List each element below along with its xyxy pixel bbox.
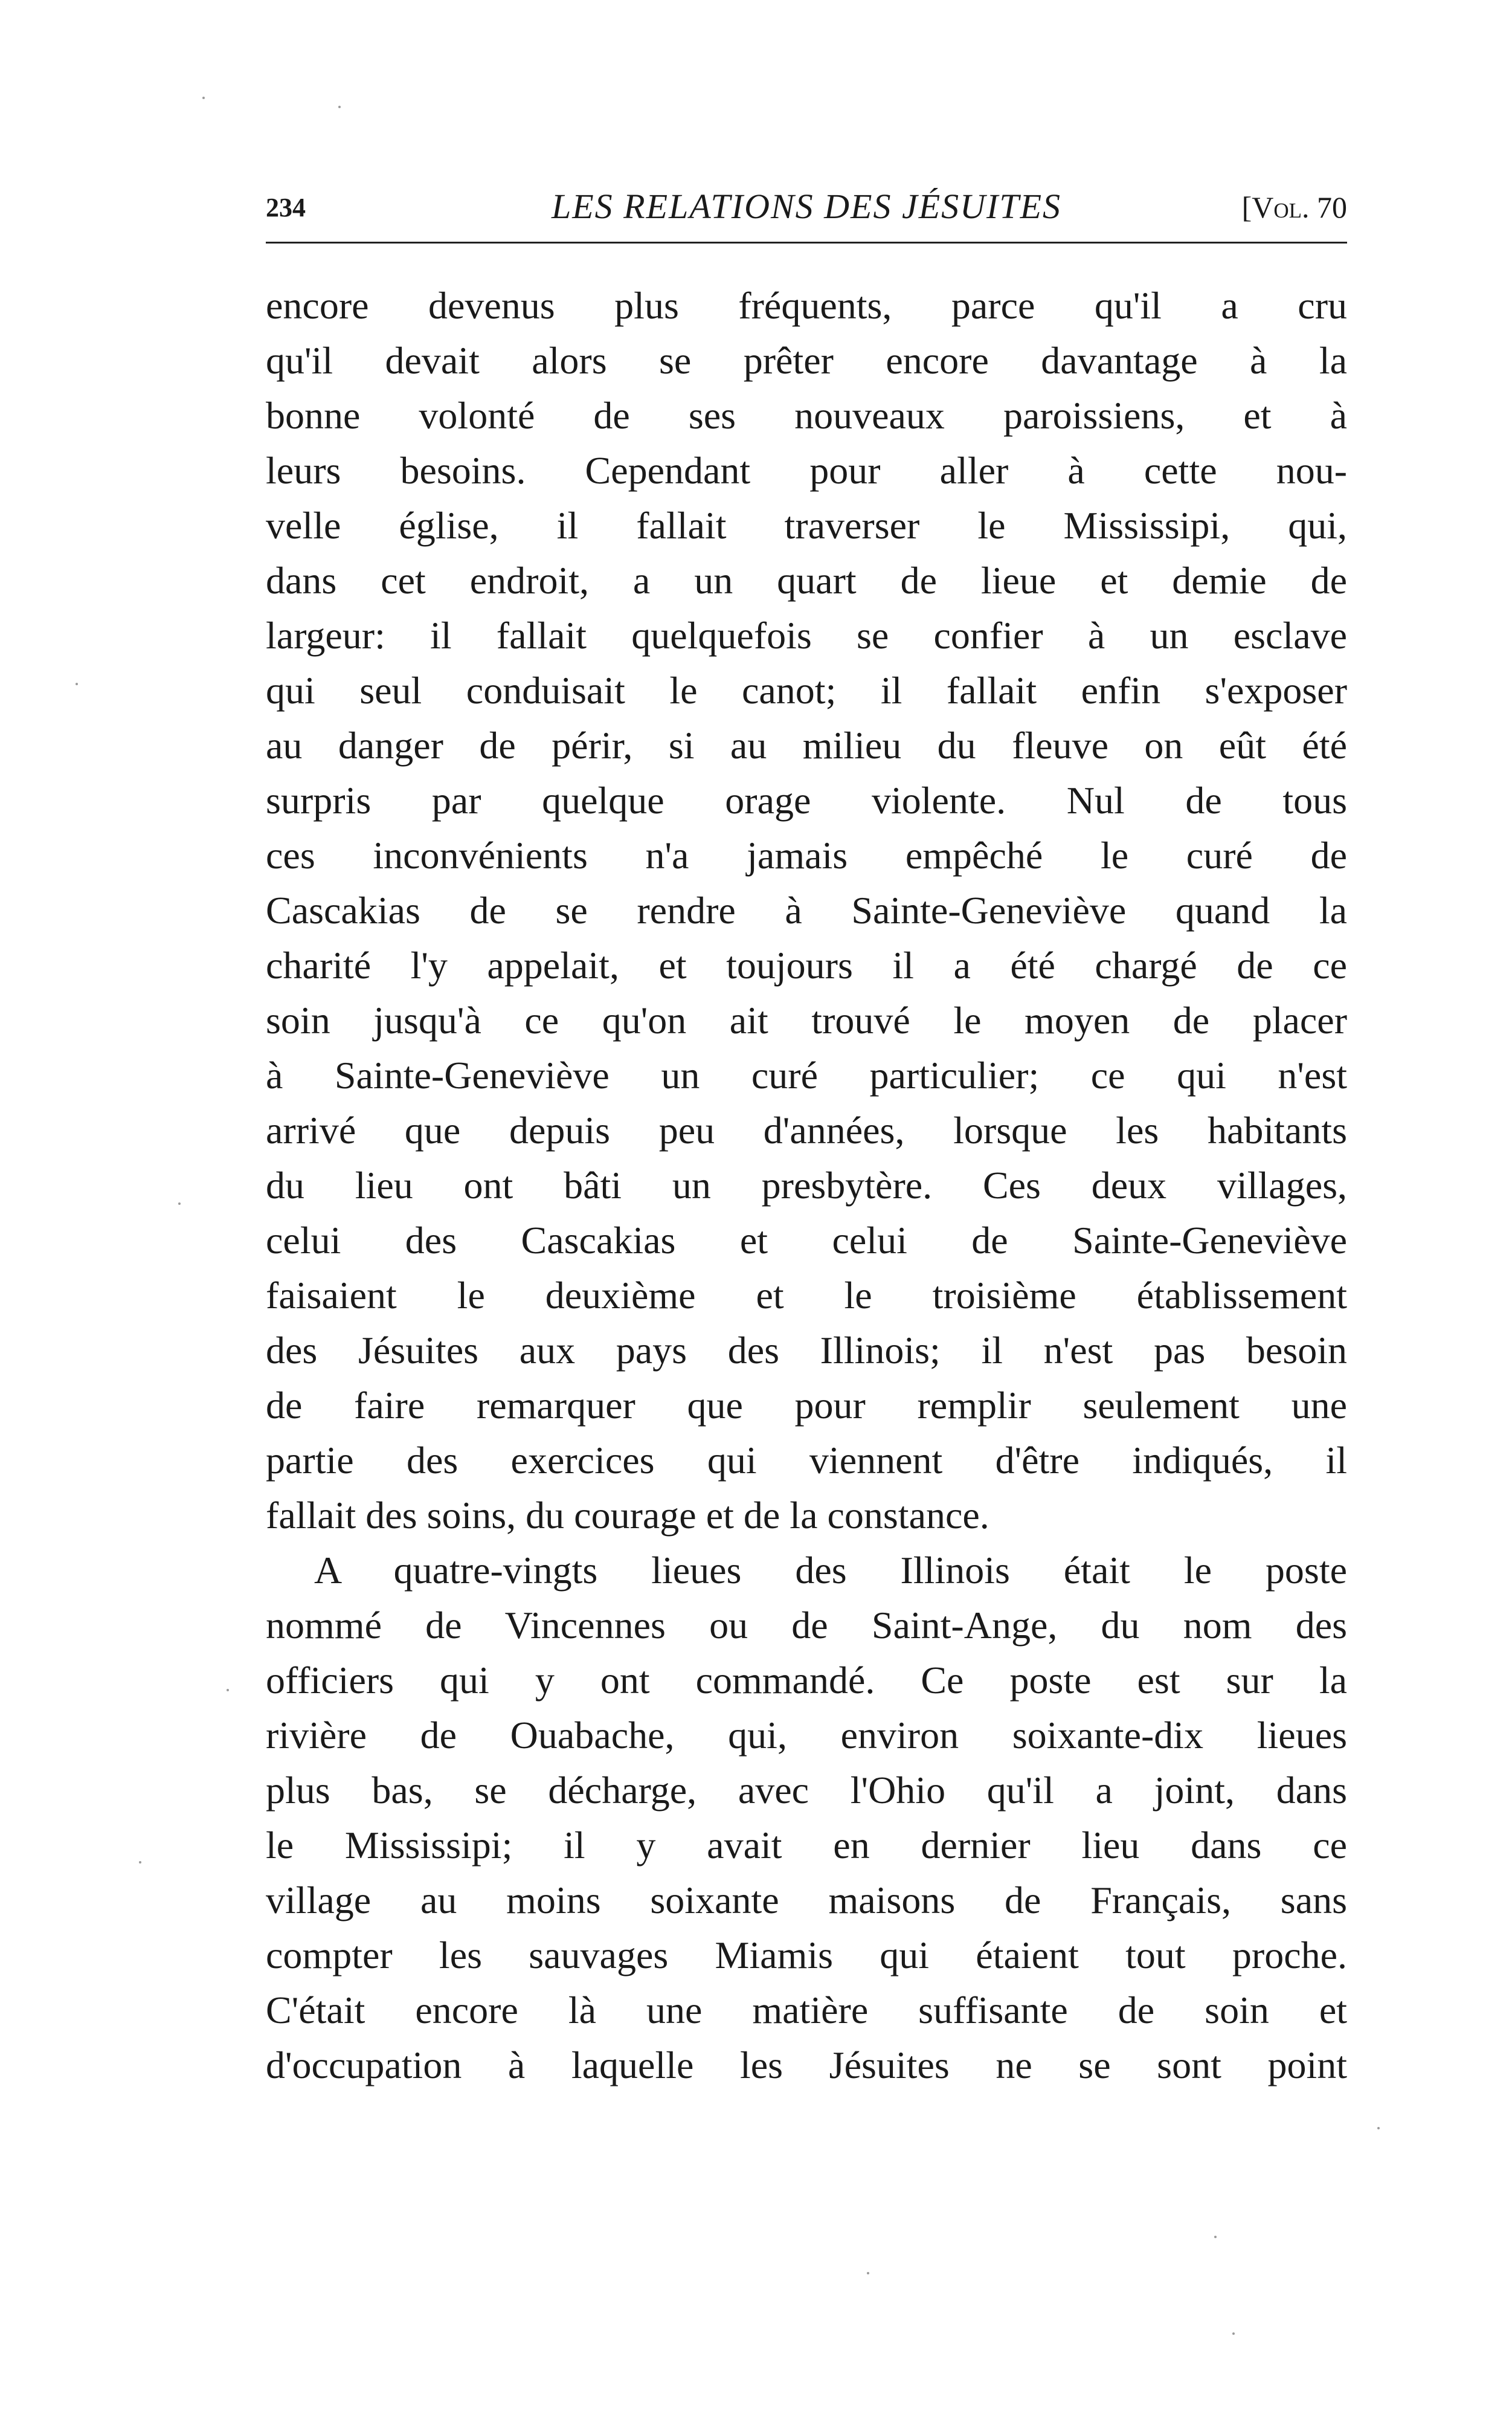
- page-header: [266, 180, 1347, 228]
- text-line: de faire remarquer que pour remplir seulement une: [266, 1384, 1347, 1427]
- text-line: d'occupation à laquelle les Jésuites ne se sont point: [266, 2044, 1347, 2086]
- text-line: nommé de Vincennes ou de Saint-Ange, du nom des: [266, 1604, 1347, 1647]
- text-line: le Mississipi; il y avait en dernier lieu dans ce: [266, 1824, 1347, 1867]
- text-line: Cascakias de se rendre à Sainte-Geneviève quand la: [266, 889, 1347, 932]
- scan-speck: [227, 1689, 229, 1691]
- text-line: A quatre-vingts lieues des Illinois était le poste: [314, 1549, 1347, 1592]
- text-line: largeur: il fallait quelquefois se confier à un esclave: [266, 614, 1347, 657]
- text-line: qui seul conduisait le canot; il fallait enfin s'exposer: [266, 669, 1347, 712]
- text-line: compter les sauvages Miamis qui étaient tout proche.: [266, 1934, 1347, 1977]
- text-line: village au moins soixante maisons de Français, sans: [266, 1879, 1347, 1922]
- text-line: arrivé que depuis peu d'années, lorsque les habitants: [266, 1109, 1347, 1152]
- text-line: au danger de périr, si au milieu du fleuve on eût été: [266, 724, 1347, 767]
- text-line: charité l'y appelait, et toujours il a été chargé de ce: [266, 944, 1347, 987]
- scan-speck: [178, 1202, 181, 1205]
- text-line: encore devenus plus fréquents, parce qu'il a cru: [266, 284, 1347, 327]
- text-line: velle église, il fallait traverser le Mississipi, qui,: [266, 504, 1347, 547]
- text-line: qu'il devait alors se prêter encore davantage à la: [266, 339, 1347, 382]
- text-line: fallait des soins, du courage et de la constance.: [266, 1494, 989, 1537]
- text-line: C'était encore là une matière suffisante de soin et: [266, 1989, 1347, 2031]
- text-line: à Sainte-Geneviève un curé particulier; ce qui n'est: [266, 1054, 1347, 1097]
- text-line: partie des exercices qui viennent d'être indiqués, il: [266, 1439, 1347, 1482]
- text-line: bonne volonté de ses nouveaux paroissiens, et à: [266, 394, 1347, 437]
- running-title: LES RELATIONS DES JÉSUITES: [551, 187, 1062, 226]
- text-line: des Jésuites aux pays des Illinois; il n'est pas besoin: [266, 1329, 1347, 1372]
- text-line: rivière de Ouabache, qui, environ soixante-dix lieues: [266, 1714, 1347, 1757]
- scan-speck: [76, 683, 78, 685]
- text-line: ces inconvénients n'a jamais empêché le curé de: [266, 834, 1347, 877]
- text-line: faisaient le deuxième et le troisième établissement: [266, 1274, 1347, 1317]
- header-rule: [266, 242, 1347, 244]
- scan-speck: [139, 1861, 141, 1864]
- text-line: du lieu ont bâti un presbytère. Ces deux villages,: [266, 1164, 1347, 1207]
- volume-label: [Vol. 70: [1241, 190, 1347, 224]
- page-number: 234: [266, 193, 306, 222]
- text-line: dans cet endroit, a un quart de lieue et demie de: [266, 559, 1347, 602]
- text-line: leurs besoins. Cependant pour aller à cette nou-: [266, 449, 1347, 492]
- scan-speck: [338, 106, 341, 108]
- text-line: plus bas, se décharge, avec l'Ohio qu'il a joint, dans: [266, 1769, 1347, 1812]
- scan-speck: [1232, 2332, 1235, 2335]
- scan-speck: [202, 97, 205, 99]
- text-line: soin jusqu'à ce qu'on ait trouvé le moyen de placer: [266, 999, 1347, 1042]
- scan-speck: [867, 2272, 869, 2274]
- text-line: celui des Cascakias et celui de Sainte-Geneviève: [266, 1219, 1347, 1262]
- text-line: officiers qui y ont commandé. Ce poste est sur la: [266, 1659, 1347, 1702]
- text-line: surpris par quelque orage violente. Nul de tous: [266, 779, 1347, 822]
- scan-speck: [1214, 2236, 1217, 2238]
- scan-speck: [1377, 2127, 1380, 2129]
- body-text: [266, 278, 1347, 2093]
